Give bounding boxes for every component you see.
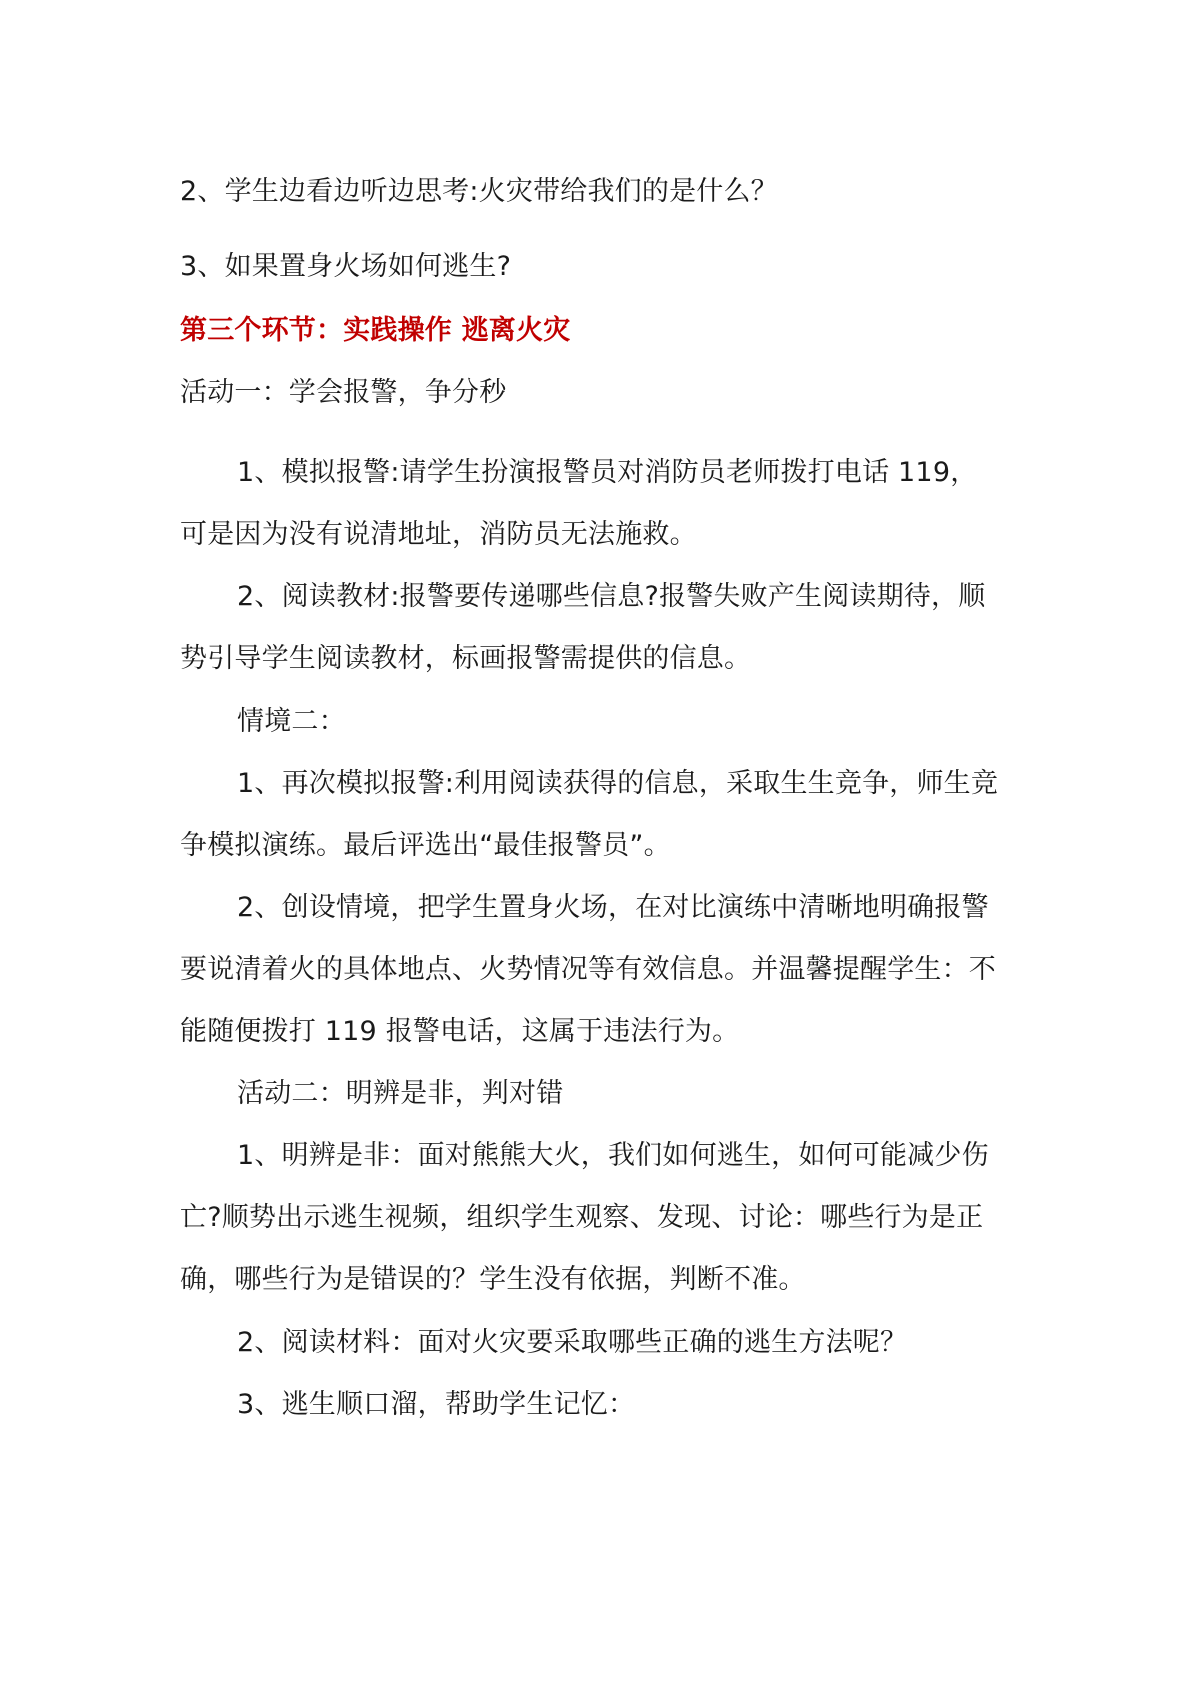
paragraph-line: 要说清着火的具体地点、火势情况等有效信息。并温馨提醒学生：不 xyxy=(180,954,996,985)
activity-title: 活动二：明辨是非，判对错 xyxy=(237,1078,564,1109)
paragraph-line: 2、创设情境，把学生置身火场，在对比演练中清晰地明确报警 xyxy=(237,892,989,923)
paragraph-line: 能随便拨打 119 报警电话，这属于违法行为。 xyxy=(180,1016,740,1047)
paragraph-line: 1、模拟报警:请学生扮演报警员对消防员老师拨打电话 119， xyxy=(237,457,978,488)
paragraph-line: 确，哪些行为是错误的？学生没有依据，判断不准。 xyxy=(180,1264,806,1295)
paragraph-line: 2、学生边看边听边思考:火灾带给我们的是什么？ xyxy=(180,176,778,207)
paragraph-line: 1、再次模拟报警:利用阅读获得的信息，采取生生竞争，师生竞 xyxy=(237,768,999,799)
paragraph-line: 可是因为没有说清地址，消防员无法施救。 xyxy=(180,519,697,550)
paragraph-line: 1、明辨是非：面对熊熊大火，我们如何逃生，如何可能减少伤 xyxy=(237,1140,989,1171)
paragraph-line: 3、如果置身火场如何逃生? xyxy=(180,251,512,282)
paragraph-line: 争模拟演练。最后评选出“最佳报警员”。 xyxy=(180,830,671,861)
paragraph-line: 2、阅读材料：面对火灾要采取哪些正确的逃生方法呢？ xyxy=(237,1327,908,1358)
paragraph-line: 势引导学生阅读教材，标画报警需提供的信息。 xyxy=(180,643,752,674)
paragraph-line: 亡?顺势出示逃生视频，组织学生观察、发现、讨论：哪些行为是正 xyxy=(180,1202,984,1233)
scenario-title: 情境二： xyxy=(237,706,346,737)
paragraph-line: 2、阅读教材:报警要传递哪些信息?报警失败产生阅读期待，顺 xyxy=(237,581,986,612)
paragraph-line: 3、逃生顺口溜，帮助学生记忆： xyxy=(237,1389,636,1420)
activity-title: 活动一：学会报警，争分秒 xyxy=(180,377,507,408)
section-heading: 第三个环节：实践操作 逃离火灾 xyxy=(180,315,571,346)
